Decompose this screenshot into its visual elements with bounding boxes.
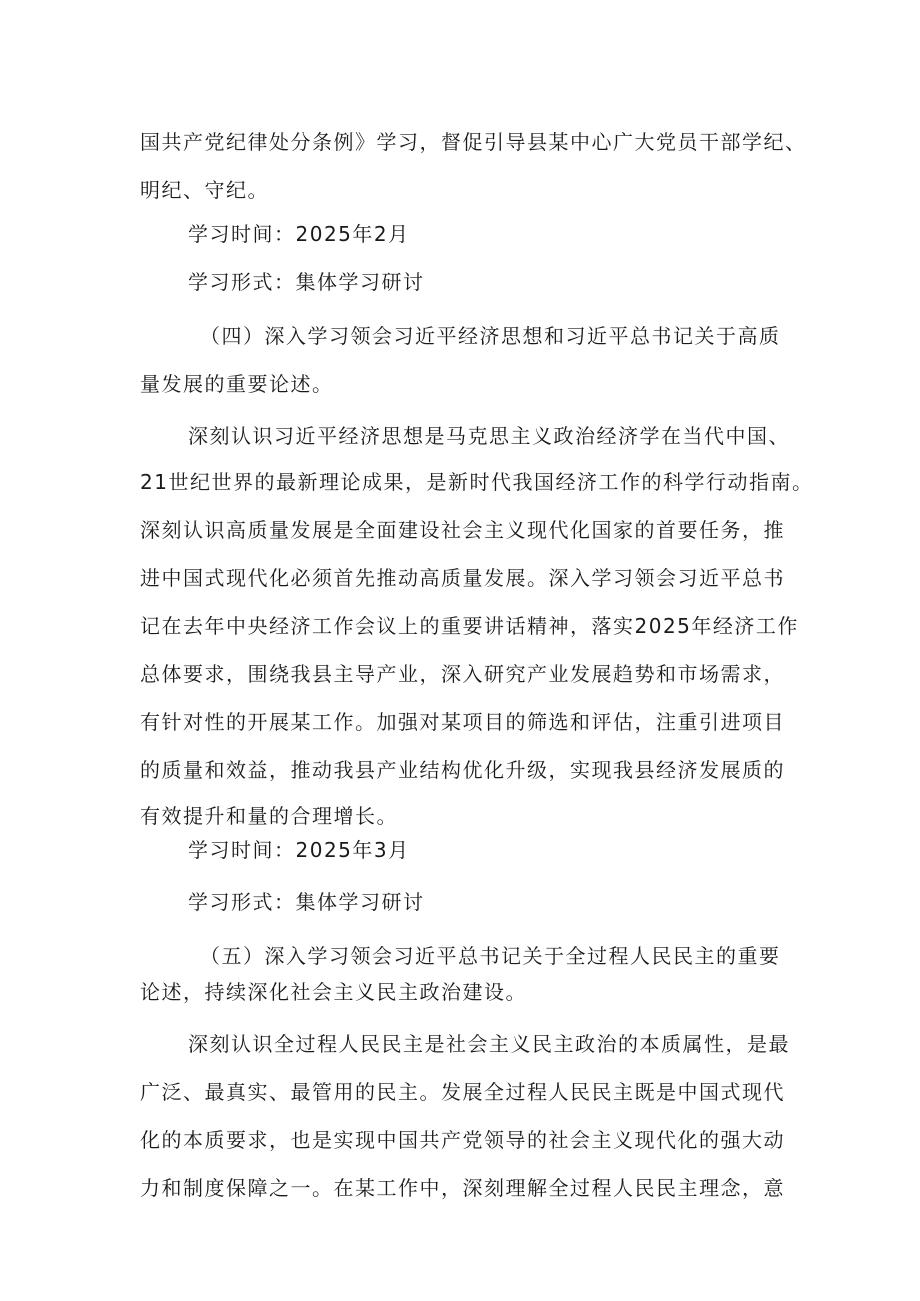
text-line: 记在去年中央经济工作会议上的重要讲话精神，落实2025年经济工作 [140,614,799,638]
text-line: 有针对性的开展某工作。加强对某项目的筛选和评估，注重引进项目 [140,710,785,734]
text-line: 力和制度保障之一。在某工作中，深刻理解全过程人民民主理念，意 [140,1176,785,1200]
section-heading: 论述，持续深化社会主义民主政治建设。 [140,980,527,1004]
text-line: 广泛、最真实、最管用的民主。发展全过程人民民主既是中国式现代 [140,1080,785,1104]
text-line: 深刻认识习近平经济思想是马克思主义政治经济学在当代中国、 [188,424,790,448]
study-time-label: 学习时间：2025年3月 [188,838,410,862]
text-line: 深刻认识全过程人民民主是社会主义民主政治的本质属性，是最 [188,1032,790,1056]
study-form-label: 学习形式：集体学习研讨 [188,890,425,914]
section-heading: 量发展的重要论述。 [140,372,334,396]
text-line: 化的本质要求，也是实现中国共产党领导的社会主义现代化的强大动 [140,1128,785,1152]
section-heading: （四）深入学习领会习近平经济思想和习近平总书记关于高质 [200,324,781,348]
text-line: 深刻认识高质量发展是全面建设社会主义现代化国家的首要任务，推 [140,518,785,542]
study-time-label: 学习时间：2025年2月 [188,222,410,246]
text-line: 国共产党纪律处分条例》学习，督促引导县某中心广大党员干部学纪、 [140,130,807,154]
study-form-label: 学习形式：集体学习研讨 [188,270,425,294]
text-line: 21世纪世界的最新理论成果，是新时代我国经济工作的科学行动指南。 [140,470,814,494]
text-line: 的质量和效益，推动我县产业结构优化升级，实现我县经济发展质的 [140,758,785,782]
text-line: 有效提升和量的合理增长。 [140,804,398,828]
section-heading: （五）深入学习领会习近平总书记关于全过程人民民主的重要 [200,944,781,968]
text-line: 明纪、守纪。 [140,178,269,202]
text-line: 进中国式现代化必须首先推动高质量发展。深入学习领会习近平总书 [140,566,785,590]
text-line: 总体要求，围绕我县主导产业，深入研究产业发展趋势和市场需求， [140,662,785,686]
